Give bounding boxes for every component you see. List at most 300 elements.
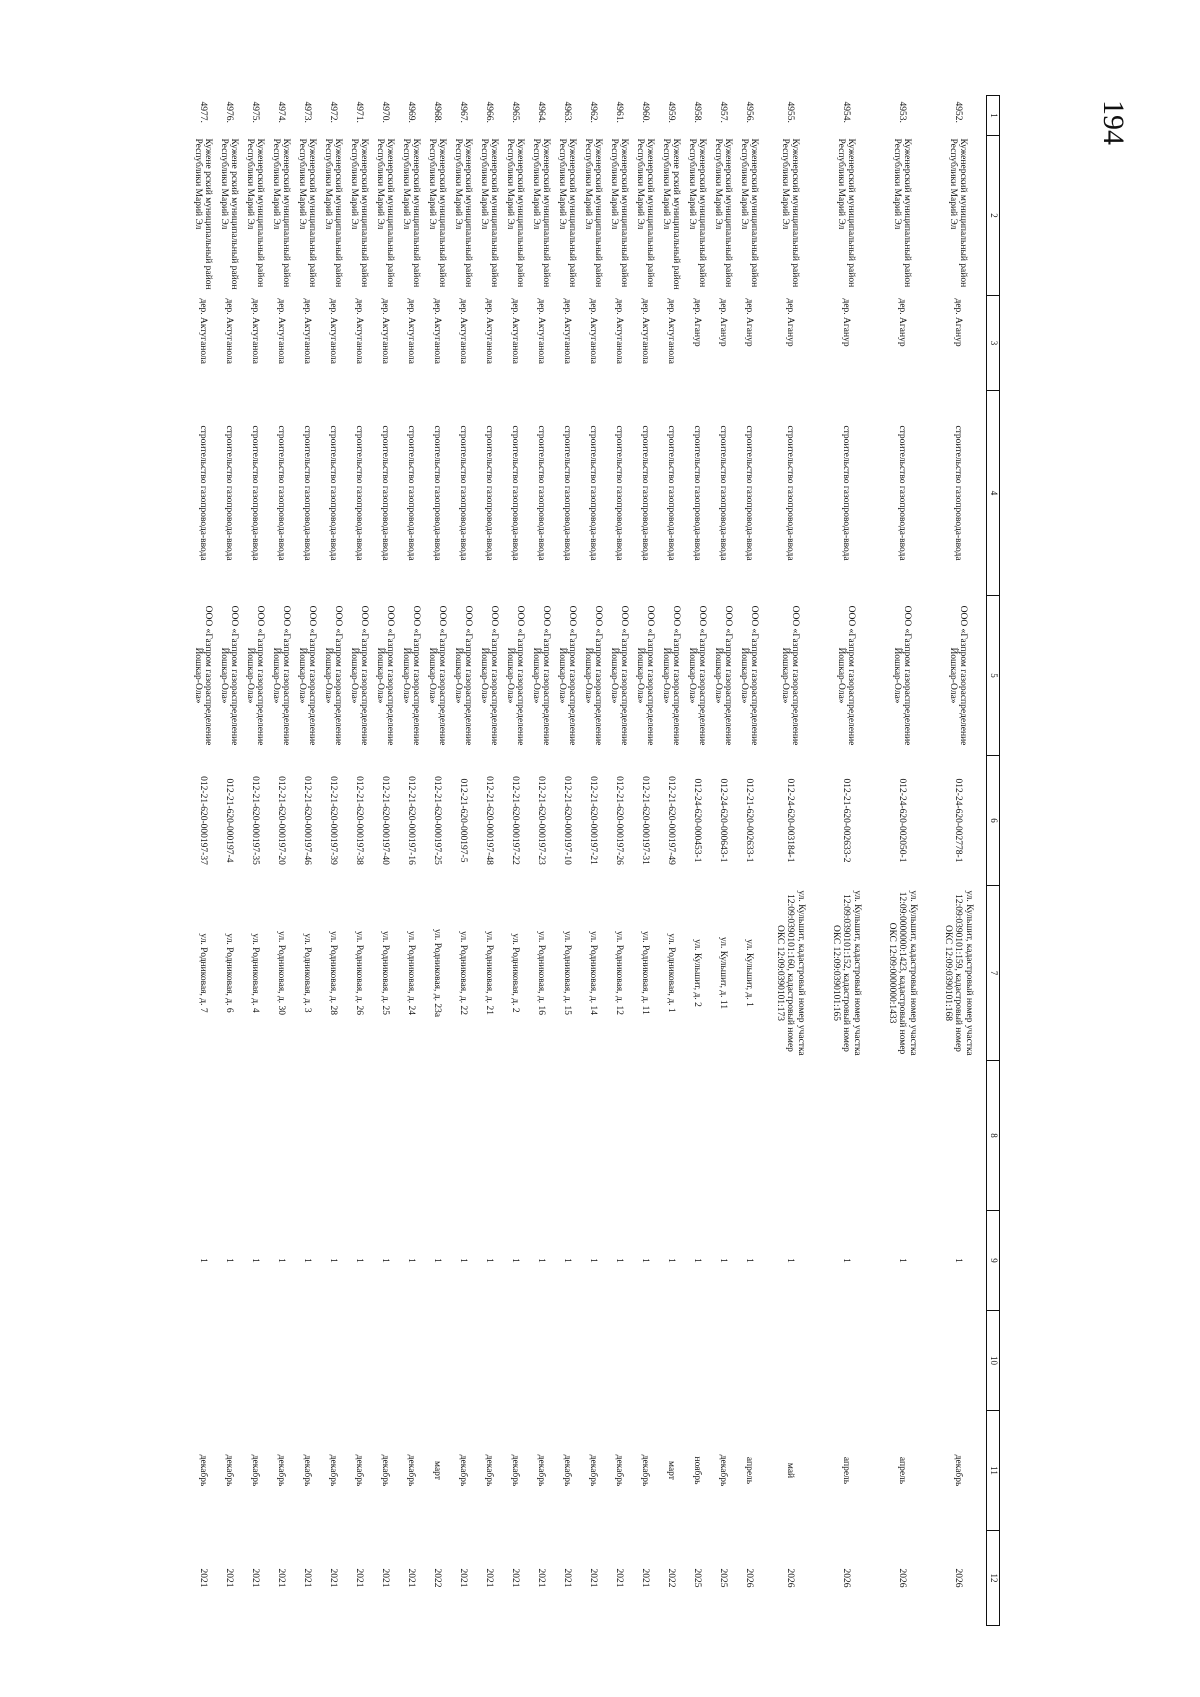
work-type-cell: строительство газопровода-ввода [224,425,235,561]
count-cell: 1 [354,1258,365,1263]
work-type-cell: строительство газопровода-ввода [406,425,417,561]
table-row [294,96,320,1626]
row-number: 4971. [354,101,365,123]
month-cell: декабрь [224,1454,235,1487]
municipality-cell: Куженерский муниципальный район Республики Марий Эл [780,138,801,288]
organization-cell: ООО «Газпром газораспределение Йошкар-Ола» [836,605,857,746]
village-cell: дер. Актуганола [640,298,651,364]
organization-cell: ООО «Газпром газораспределение Йошкар-Ола» [193,605,214,746]
year-cell: 2021 [536,1568,547,1588]
col-8-cell [554,1061,580,1211]
month-cell: март [432,1461,443,1480]
organization-cell: ООО «Газпром газораспределение Йошкар-Ола» [609,605,630,746]
work-type-cell: строительство газопровода-ввода [785,425,796,561]
row-number: 4964. [536,101,547,123]
col-10-cell [268,1311,294,1411]
village-cell: дер. Актуганола [406,298,417,364]
row-number: 4973. [302,101,313,123]
organization-cell: ООО «Газпром газораспределение Йошкар-Ола» [453,605,474,746]
col-10-cell [710,1311,736,1411]
count-cell: 1 [718,1258,729,1263]
organization-cell: ООО «Газпром газораспределение Йошкар-Ола» [219,605,240,746]
work-type-cell: строительство газопровода-ввода [302,425,313,561]
table-row [502,96,528,1626]
month-cell: декабрь [406,1454,417,1487]
rotated-table-wrapper [180,95,1000,1625]
col-10-cell [554,1311,580,1411]
municipality-cell: Куженерский муниципальный район Республики Марий Эл [531,138,552,288]
row-number: 4974. [276,101,287,123]
address-cell: ул. Кульшит, кадастровый номер участка 12:09:0390101:160, кадастровый номер ОКС 12:09:0390101:173 [774,890,806,1056]
table-row [528,96,554,1626]
organization-cell: ООО «Газпром газораспределение Йошкар-Ола» [479,605,500,746]
year-cell: 2026 [953,1568,964,1588]
row-number: 4954. [841,101,852,123]
month-cell: май [785,1462,796,1479]
col-10-cell [216,1311,242,1411]
village-cell: дер. Актуганола [458,298,469,364]
registry-code-cell: 012-21-620-002633-1 [744,778,755,863]
work-type-cell: строительство газопровода-ввода [897,425,908,561]
table-row [658,96,684,1626]
work-type-cell: строительство газопровода-ввода [510,425,521,561]
row-number: 4953. [897,101,908,123]
row-number: 4959. [666,101,677,123]
year-cell: 2021 [484,1568,495,1588]
address-cell: ул. Родниковая, д. 26 [354,930,365,1015]
village-cell: дер. Агануp [692,298,703,347]
municipality-cell: Куженерский муниципальный район Республики Марий Эл [635,138,656,288]
table-row [476,96,502,1626]
address-cell: ул. Родниковая, д. 15 [562,930,573,1015]
year-cell: 2021 [640,1568,651,1588]
month-cell: декабрь [953,1454,964,1487]
village-cell: дер. Актуганола [432,298,443,364]
row-number: 4957. [718,101,729,123]
column-header: 12 [987,1531,1000,1626]
table-row [320,96,346,1626]
village-cell: дер. Актуганола [224,298,235,364]
registry-code-cell: 012-24-620-002050-1 [897,778,908,863]
municipality-cell: Куженерский муниципальный район Республики Марий Эл [892,138,913,288]
column-header: 9 [987,1211,1000,1311]
village-cell: дер. Агануp [953,298,964,347]
municipality-cell: Куженерский муниципальный район Республики Марий Эл [583,138,604,288]
municipality-cell: Кужене рский муниципальный район Республики Марий Эл [219,138,240,290]
year-cell: 2026 [744,1568,755,1588]
registry-code-cell: 012-21-620-000197-49 [666,776,677,865]
organization-cell: ООО «Газпром газораспределение Йошкар-Ола» [713,605,734,746]
col-8-cell [424,1061,450,1211]
table-row [632,96,658,1626]
registry-code-cell: 012-21-620-000197-39 [328,776,339,865]
col-8-cell [930,1061,987,1211]
registry-code-cell: 012-21-620-000197-4 [224,778,235,863]
count-cell: 1 [458,1258,469,1263]
year-cell: 2021 [250,1568,261,1588]
count-cell: 1 [250,1258,261,1263]
municipality-cell: Куженерский муниципальный район Республики Марий Эл [453,138,474,288]
month-cell: декабрь [536,1454,547,1487]
year-cell: 2021 [458,1568,469,1588]
col-8-cell [632,1061,658,1211]
registry-code-cell: 012-24-620-000643-1 [718,778,729,863]
registry-table [190,95,1000,1626]
registry-code-cell: 012-21-620-000197-22 [510,776,521,865]
village-cell: дер. Агануp [785,298,796,347]
village-cell: дер. Актуганола [484,298,495,364]
row-number: 4972. [328,101,339,123]
work-type-cell: строительство газопровода-ввода [841,425,852,561]
col-10-cell [294,1311,320,1411]
village-cell: дер. Актуганола [250,298,261,364]
organization-cell: ООО «Газпром газораспределение Йошкар-Ола» [427,605,448,746]
table-row [554,96,580,1626]
village-cell: дер. Актуганола [536,298,547,364]
work-type-cell: строительство газопровода-ввода [588,425,599,561]
count-cell: 1 [897,1258,908,1263]
row-number: 4963. [562,101,573,123]
row-number: 4969. [406,101,417,123]
address-cell: ул. Родниковая, д. 24 [406,930,417,1015]
registry-code-cell: 012-24-620-002778-1 [953,778,964,863]
column-header: 11 [987,1411,1000,1531]
municipality-cell: Куженерский муниципальный район Республики Марий Эл [375,138,396,288]
row-number: 4952. [953,101,964,123]
village-cell: дер. Агануp [841,298,852,347]
month-cell: декабрь [198,1454,209,1487]
col-10-cell [632,1311,658,1411]
municipality-cell: Куженерский муниципальный район Республики Марий Эл [687,138,708,288]
row-number: 4967. [458,101,469,123]
address-cell: ул. Родниковая, д. 30 [276,930,287,1015]
count-cell: 1 [666,1258,677,1263]
count-cell: 1 [785,1258,796,1263]
year-cell: 2021 [354,1568,365,1588]
work-type-cell: строительство газопровода-ввода [562,425,573,561]
year-cell: 2021 [224,1568,235,1588]
col-8-cell [874,1061,930,1211]
col-10-cell [502,1311,528,1411]
col-8-cell [294,1061,320,1211]
month-cell: март [666,1461,677,1480]
year-cell: 2022 [666,1568,677,1588]
work-type-cell: строительство газопровода-ввода [692,425,703,561]
village-cell: дер. Агануp [744,298,755,347]
address-cell: ул. Родниковая, д. 12 [614,930,625,1015]
address-cell: ул. Родниковая, д. 4 [250,933,261,1013]
registry-code-cell: 012-21-620-000197-35 [250,776,261,865]
organization-cell: ООО «Газпром газораспределение Йошкар-Ола» [635,605,656,746]
row-number: 4961. [614,101,625,123]
organization-cell: ООО «Газпром газораспределение Йошкар-Ола» [349,605,370,746]
organization-cell: ООО «Газпром газораспределение Йошкар-Ола» [687,605,708,746]
address-cell: ул. Родниковая, д. 28 [328,930,339,1015]
year-cell: 2021 [302,1568,313,1588]
village-cell: дер. Актуганола [328,298,339,364]
month-cell: декабрь [250,1454,261,1487]
work-type-cell: строительство газопровода-ввода [328,425,339,561]
count-cell: 1 [744,1258,755,1263]
table-row [216,96,242,1626]
year-cell: 2021 [562,1568,573,1588]
month-cell: декабрь [588,1454,599,1487]
organization-cell: ООО «Газпром газораспределение Йошкар-Ола» [271,605,292,746]
col-8-cell [606,1061,632,1211]
municipality-cell: Куженерский муниципальный район Республики Марий Эл [609,138,630,288]
column-header: 5 [987,596,1000,756]
municipality-cell: Куженерский муниципальный район Республики Марий Эл [836,138,857,288]
work-type-cell: строительство газопровода-ввода [484,425,495,561]
month-cell: декабрь [380,1454,391,1487]
table-row [424,96,450,1626]
row-number: 4965. [510,101,521,123]
address-cell: ул. Родниковая, д. 2 [510,933,521,1013]
organization-cell: ООО «Газпром газораспределение Йошкар-Ола» [892,605,913,746]
municipality-cell: Куженерский муниципальный район Республики Марий Эл [948,138,969,288]
column-number-header [987,96,1000,1626]
column-header: 7 [987,886,1000,1061]
municipality-cell: Куженерский муниципальный район Республики Марий Эл [245,138,266,288]
year-cell: 2026 [897,1568,908,1588]
work-type-cell: строительство газопровода-ввода [250,425,261,561]
row-number: 4956. [744,101,755,123]
registry-code-cell: 012-21-620-000197-40 [380,776,391,865]
organization-cell: ООО «Газпром газораспределение Йошкар-Ола» [375,605,396,746]
table-row [242,96,268,1626]
count-cell: 1 [224,1258,235,1263]
organization-cell: ООО «Газпром газораспределение Йошкар-Ола» [583,605,604,746]
work-type-cell: строительство газопровода-ввода [718,425,729,561]
row-number: 4970. [380,101,391,123]
page-number: 194 [1097,100,1130,145]
year-cell: 2026 [785,1568,796,1588]
column-header: 3 [987,296,1000,391]
organization-cell: ООО «Газпром газораспределение Йошкар-Ола» [297,605,318,746]
month-cell: декабрь [510,1454,521,1487]
column-header: 4 [987,391,1000,596]
table-row [450,96,476,1626]
address-cell: ул. Кульшит, кадастровый номер участка 12:09:0390101:159, кадастровый номер ОКС 12:09:0390101:168 [942,890,974,1056]
col-8-cell [216,1061,242,1211]
col-8-cell [580,1061,606,1211]
address-cell: ул. Родниковая, д. 3 [302,933,313,1013]
village-cell: дер. Актуганола [562,298,573,364]
col-10-cell [580,1311,606,1411]
col-10-cell [528,1311,554,1411]
table-row [398,96,424,1626]
col-8-cell [450,1061,476,1211]
address-cell: ул. Кульшит, кадастровый номер участка 12:09:0390101:152, кадастровый номер ОКС 12:09:0390101:165 [830,890,862,1056]
organization-cell: ООО «Газпром газораспределение Йошкар-Ола» [661,605,682,746]
work-type-cell: строительство газопровода-ввода [614,425,625,561]
address-cell: ул. Родниковая, д. 7 [198,933,209,1013]
registry-code-cell: 012-21-620-000197-31 [640,776,651,865]
municipality-cell: Куженерский муниципальный район Республики Марий Эл [479,138,500,288]
month-cell: апрель [744,1456,755,1485]
col-8-cell [658,1061,684,1211]
row-number: 4955. [785,101,796,123]
column-header: 8 [987,1061,1000,1211]
count-cell: 1 [302,1258,313,1263]
year-cell: 2021 [614,1568,625,1588]
registry-code-cell: 012-21-620-000197-46 [302,776,313,865]
row-number: 4968. [432,101,443,123]
column-header: 6 [987,756,1000,886]
organization-cell: ООО «Газпром газораспределение Йошкар-Ола» [739,605,760,746]
organization-cell: ООО «Газпром газораспределение Йошкар-Ола» [948,605,969,746]
month-cell: декабрь [640,1454,651,1487]
municipality-cell: Куженерский муниципальный район Республики Марий Эл [739,138,760,288]
month-cell: декабрь [484,1454,495,1487]
village-cell: дер. Актуганола [198,298,209,364]
address-cell: ул. Родниковая, д. 21 [484,930,495,1015]
registry-code-cell: 012-24-620-000453-1 [692,778,703,863]
organization-cell: ООО «Газпром газораспределение Йошкар-Ола» [557,605,578,746]
col-10-cell [684,1311,710,1411]
work-type-cell: строительство газопровода-ввода [744,425,755,561]
column-header: 2 [987,136,1000,296]
count-cell: 1 [484,1258,495,1263]
col-8-cell [268,1061,294,1211]
year-cell: 2021 [588,1568,599,1588]
col-10-cell [242,1311,268,1411]
year-cell: 2025 [692,1568,703,1588]
address-cell: ул. Родниковая, д. 11 [640,931,651,1015]
municipality-cell: Куженерский муниципальный район Республики Марий Эл [297,138,318,288]
row-number: 4960. [640,101,651,123]
address-cell: ул. Родниковая, д. 6 [224,933,235,1013]
work-type-cell: строительство газопровода-ввода [198,425,209,561]
organization-cell: ООО «Газпром газораспределение Йошкар-Ола» [780,605,801,746]
registry-code-cell: 012-21-620-000197-26 [614,776,625,865]
month-cell: апрель [897,1456,908,1485]
address-cell: ул. Кульшит, кадастровый номер участка 12:09:0000000:1423, кадастровый номер ОКС 12:09:0000000:1433 [886,890,918,1056]
col-8-cell [320,1061,346,1211]
row-number: 4958. [692,101,703,123]
year-cell: 2021 [510,1568,521,1588]
col-8-cell [736,1061,762,1211]
count-cell: 1 [406,1258,417,1263]
col-8-cell [372,1061,398,1211]
registry-code-cell: 012-21-620-000197-10 [562,776,573,865]
village-cell: дер. Актуганола [510,298,521,364]
col-8-cell [242,1061,268,1211]
table-row [762,96,818,1626]
month-cell: декабрь [458,1454,469,1487]
col-8-cell [710,1061,736,1211]
row-number: 4976. [224,101,235,123]
work-type-cell: строительство газопровода-ввода [458,425,469,561]
work-type-cell: строительство газопровода-ввода [640,425,651,561]
municipality-cell: Куженерский муниципальный район Республики Марий Эл [557,138,578,288]
col-10-cell [450,1311,476,1411]
registry-code-cell: 012-24-620-003184-1 [785,778,796,863]
col-8-cell [528,1061,554,1211]
col-10-cell [372,1311,398,1411]
col-10-cell [874,1311,930,1411]
count-cell: 1 [198,1258,209,1263]
organization-cell: ООО «Газпром газораспределение Йошкар-Ола» [505,605,526,746]
table-row [930,96,987,1626]
table-row [710,96,736,1626]
address-cell: ул. Родниковая, д. 16 [536,930,547,1015]
table-row [190,96,216,1626]
table-row [874,96,930,1626]
year-cell: 2021 [276,1568,287,1588]
address-cell: ул. Родниковая, д. 25 [380,930,391,1015]
col-10-cell [424,1311,450,1411]
col-10-cell [658,1311,684,1411]
address-cell: ул. Кульшит, д. 2 [692,939,703,1007]
village-cell: дер. Актуганола [588,298,599,364]
table-row [372,96,398,1626]
municipality-cell: Кужене рский муниципальный район Республики Марий Эл [661,138,682,290]
col-8-cell [476,1061,502,1211]
count-cell: 1 [640,1258,651,1263]
month-cell: декабрь [562,1454,573,1487]
organization-cell: ООО «Газпром газораспределение Йошкар-Ола» [531,605,552,746]
row-number: 4977. [198,101,209,123]
count-cell: 1 [276,1258,287,1263]
col-10-cell [606,1311,632,1411]
year-cell: 2022 [432,1568,443,1588]
col-8-cell [502,1061,528,1211]
village-cell: дер. Актуганола [380,298,391,364]
year-cell: 2021 [380,1568,391,1588]
registry-code-cell: 012-21-620-000197-21 [588,776,599,865]
municipality-cell: Куженерский муниципальный район Республики Марий Эл [323,138,344,288]
count-cell: 1 [588,1258,599,1263]
count-cell: 1 [614,1258,625,1263]
table-row [606,96,632,1626]
month-cell: декабрь [354,1454,365,1487]
col-8-cell [346,1061,372,1211]
row-number: 4966. [484,101,495,123]
col-10-cell [818,1311,874,1411]
registry-code-cell: 012-21-620-000197-20 [276,776,287,865]
month-cell: декабрь [302,1454,313,1487]
table-row [736,96,762,1626]
count-cell: 1 [953,1258,964,1263]
address-cell: ул. Родниковая, д. 22 [458,930,469,1015]
village-cell: дер. Актуганола [354,298,365,364]
table-row [684,96,710,1626]
month-cell: декабрь [718,1454,729,1487]
organization-cell: ООО «Газпром газораспределение Йошкар-Ола» [401,605,422,746]
municipality-cell: Куженерский муниципальный район Республики Марий Эл [713,138,734,288]
village-cell: дер. Актуганола [614,298,625,364]
organization-cell: ООО «Газпром газораспределение Йошкар-Ола» [323,605,344,746]
count-cell: 1 [432,1258,443,1263]
municipality-cell: Куженерский муниципальный район Республики Марий Эл [427,138,448,288]
work-type-cell: строительство газопровода-ввода [276,425,287,561]
registry-code-cell: 012-21-620-000197-5 [458,778,469,863]
table-row [580,96,606,1626]
table-row [346,96,372,1626]
col-10-cell [930,1311,987,1411]
address-cell: ул. Родниковая, д. 1 [666,933,677,1013]
village-cell: дер. Актуганола [276,298,287,364]
village-cell: дер. Агануp [718,298,729,347]
registry-code-cell: 012-21-620-000197-23 [536,776,547,865]
organization-cell: ООО «Газпром газораспределение Йошкар-Ола» [245,605,266,746]
row-number: 4962. [588,101,599,123]
col-10-cell [190,1311,216,1411]
count-cell: 1 [328,1258,339,1263]
col-8-cell [762,1061,818,1211]
col-8-cell [398,1061,424,1211]
